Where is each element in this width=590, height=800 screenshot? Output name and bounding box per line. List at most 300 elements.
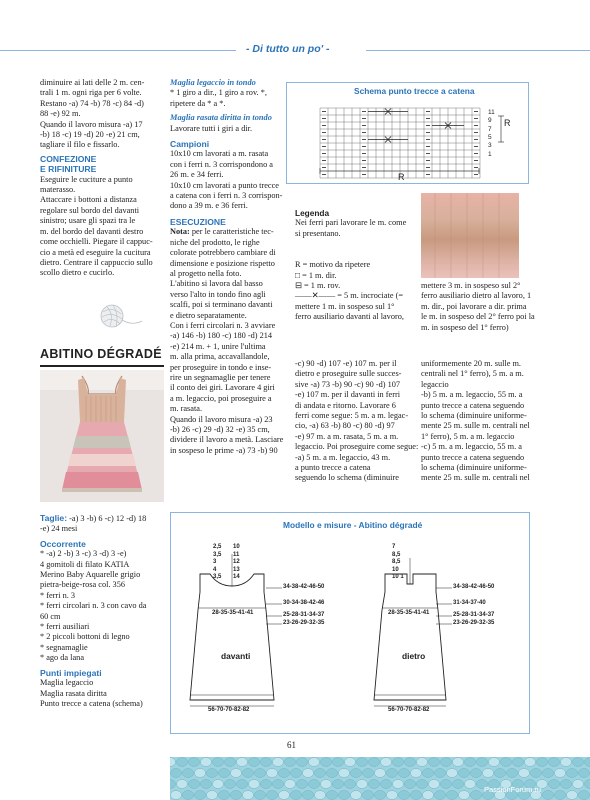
knit-stitch xyxy=(399,769,410,778)
knit-stitch xyxy=(513,758,524,767)
text-line: punto trecce a catena seguendo xyxy=(421,452,525,462)
schema-grid xyxy=(320,108,480,178)
text-line: a punto trecce a catena xyxy=(295,463,371,473)
knit-stitch xyxy=(525,758,536,767)
knit-stitch xyxy=(237,758,248,767)
front-top-dim-value: 3,5 xyxy=(213,551,222,558)
knit-stitch xyxy=(195,769,206,778)
knit-stitch xyxy=(375,791,386,800)
knit-stitch xyxy=(285,758,296,767)
text-line: sinistro; usare gli spazi tra le xyxy=(40,216,136,226)
schema-row-number: 3 xyxy=(488,142,492,150)
confezione-heading xyxy=(40,154,164,175)
text-line: 88 -e) 92 m. xyxy=(40,109,81,119)
legenda-item: ——✕—— = 5 m. incrociate (= xyxy=(295,291,404,301)
occorrente-item: pietra-beige-rosa col. 356 xyxy=(40,580,126,590)
knit-stitch xyxy=(471,769,482,778)
knit-stitch xyxy=(243,769,254,778)
text-line: m. del bordo del davanti destro xyxy=(40,226,144,236)
knit-stitch xyxy=(303,791,314,800)
knit-stitch xyxy=(441,758,452,767)
knit-stitch xyxy=(327,791,338,800)
knit-stitch xyxy=(339,769,350,778)
model-title: Modello e misure - Abitino dégradé xyxy=(283,520,423,530)
back-label: dietro xyxy=(402,651,426,661)
text-line: mente 25 m. sulle m. centrali nel xyxy=(421,421,530,431)
text-line: colorate potrebbero cambiare di xyxy=(170,248,276,258)
knit-stitch xyxy=(543,791,554,800)
text-line: legaccio. Poi proseguire come segue: xyxy=(295,442,419,452)
occorrente-item: * segnamaglie xyxy=(40,642,88,652)
column-1-bottom xyxy=(40,513,170,709)
text-line: L'abitino si lavora dal basso xyxy=(170,279,263,289)
knit-stitch xyxy=(435,791,446,800)
knit-stitch xyxy=(567,791,578,800)
text-line: -b) 18 -c) 19 -d) 20 -e) 21 cm, xyxy=(40,130,140,140)
knit-stitch xyxy=(381,758,392,767)
schema-row-number: 11 xyxy=(488,109,495,116)
text-line: -c) 5 m. a m. legaccio, 55 m. a xyxy=(421,442,522,452)
text-line: -b) 5 m. a m. legaccio, 55 m. a xyxy=(421,390,523,400)
schema-r-label-right: R xyxy=(504,118,511,128)
back-top-dims xyxy=(392,544,404,582)
side-dim-label: 23-26-29-32-35 xyxy=(453,620,495,626)
knit-stitch xyxy=(531,769,542,778)
text-line: come occhielli. Piegare il cappuc- xyxy=(40,237,153,247)
legaccio-text xyxy=(170,88,282,109)
knit-stitch xyxy=(261,780,272,789)
back-top-dim-row: 8,5 xyxy=(392,551,401,558)
knit-stitch xyxy=(423,769,434,778)
punti-item: Maglia legaccio xyxy=(40,678,94,688)
knit-stitch xyxy=(399,791,410,800)
text-line: sive -a) 73 -b) 90 -c) 90 -d) 107 xyxy=(295,379,401,389)
schema-row-number: 1 xyxy=(488,150,492,158)
legenda-item: □ = 1 m. dir. xyxy=(295,270,337,280)
occorrente-list xyxy=(40,549,170,663)
nota-label: Nota: xyxy=(170,227,190,237)
knit-stitch xyxy=(255,769,266,778)
rasata-heading: Maglia rasata diritta in tondo xyxy=(170,113,272,123)
knit-stitch xyxy=(567,769,578,778)
back-width-dim: 28-35-35-41-41 xyxy=(388,610,430,616)
knit-stitch xyxy=(321,758,332,767)
text-line: materasso. xyxy=(40,185,76,195)
knit-stitch xyxy=(573,758,584,767)
knit-stitch xyxy=(387,769,398,778)
knit-stitch xyxy=(219,769,230,778)
knit-stitch xyxy=(177,758,188,767)
front-top-dims xyxy=(213,544,240,582)
knit-stitch xyxy=(417,780,428,789)
punti-list xyxy=(40,678,170,709)
text-line: in sospeso le prime -a) 73 -b) 90 xyxy=(170,445,278,455)
front-top-dim-value: 3 xyxy=(213,559,217,566)
knit-stitch xyxy=(243,791,254,800)
knit-stitch xyxy=(561,758,572,767)
knit-stitch xyxy=(549,758,560,767)
text-line: m. alla prima, accavallandole, xyxy=(170,352,270,362)
column-4-top xyxy=(421,281,535,333)
knit-stitch xyxy=(177,780,188,789)
knit-stitch xyxy=(189,758,200,767)
occorrente-item: 4 gomitoli di filato KATIA xyxy=(40,559,130,569)
knit-stitch xyxy=(297,758,308,767)
knit-stitch xyxy=(231,791,242,800)
text-line: il conto dei giri. Lavorare 4 giri xyxy=(170,383,275,393)
occorrente-item: Merino Baby Aquarelle grigio xyxy=(40,570,141,580)
text-line: centrali nel 1° ferro), 5 m. a m. xyxy=(421,369,524,379)
knit-stitch xyxy=(477,758,488,767)
knit-stitch xyxy=(309,758,320,767)
text-line: 1° ferro), 5 m. a m. legaccio xyxy=(421,431,515,441)
knit-stitch xyxy=(171,769,182,778)
text-line: -a) 146 -b) 180 -c) 180 -d) 214 xyxy=(170,331,273,341)
legenda-items xyxy=(295,260,415,322)
knit-stitch xyxy=(369,780,380,789)
knit-stitch xyxy=(453,780,464,789)
text-line: Con i ferri circolari n. 3 avviare xyxy=(170,320,276,330)
text-block xyxy=(295,359,419,484)
knit-stitch xyxy=(321,780,332,789)
knit-stitch xyxy=(201,780,212,789)
side-dim-label: 23-26-29-32-35 xyxy=(283,620,325,626)
text-line: dividere il lavoro a metà. Lasciare xyxy=(170,435,284,445)
knit-stitch xyxy=(333,758,344,767)
knit-stitch xyxy=(405,780,416,789)
swatch-photo xyxy=(421,193,519,278)
text-line: lo schema (diminuire uniforme- xyxy=(421,411,527,421)
occorrente-item: * 2 piccoli bottoni di legno xyxy=(40,632,130,642)
column-4-middle xyxy=(421,359,530,484)
rasata-text xyxy=(170,124,282,134)
knit-stitch xyxy=(249,780,260,789)
knit-stitch xyxy=(213,758,224,767)
knit-stitch xyxy=(501,758,512,767)
knit-stitch xyxy=(417,758,428,767)
knit-stitch xyxy=(459,769,470,778)
punti-heading: Punti impiegati xyxy=(40,667,102,678)
knit-stitch xyxy=(363,769,374,778)
knit-stitch xyxy=(345,758,356,767)
header-rule-right xyxy=(366,50,590,51)
text-line: m. rasata. xyxy=(170,404,203,414)
knit-stitch xyxy=(309,780,320,789)
knit-stitch xyxy=(279,791,290,800)
text-line: m. in sospeso del 1° ferro) xyxy=(421,322,509,332)
schema-row-number: 7 xyxy=(488,125,492,133)
knit-stitch xyxy=(285,780,296,789)
occorrente-item: * ferri n. 3 xyxy=(40,590,76,600)
column-3-middle xyxy=(295,359,419,484)
front-top-dim-row xyxy=(213,574,240,582)
text-line: a catena con i ferri n. 3 corrispon- xyxy=(170,191,283,201)
text-line: per proseguire in tondo e inse- xyxy=(170,362,272,372)
knit-stitch xyxy=(471,791,482,800)
text-line: cio a metà ed eseguire la cucitura xyxy=(40,247,151,257)
knit-stitch xyxy=(267,791,278,800)
occorrente-item: * ferri circolari n. 3 con cavo da xyxy=(40,601,147,611)
text-line: dono a 39 m. e 36 ferri. xyxy=(170,201,248,211)
front-piece-outline xyxy=(190,574,274,700)
side-dim-label: 25-28-31-34-37 xyxy=(283,612,325,618)
text-line: -e) 107 m. per il davanti in ferri xyxy=(295,390,401,400)
text-line: al progetto nella foto. xyxy=(170,268,242,278)
text-line: si presentano. xyxy=(295,228,341,238)
knit-stitch xyxy=(315,791,326,800)
section-title-underline xyxy=(40,365,164,367)
confezione-title-1: CONFEZIONE xyxy=(40,153,97,164)
text-line: regolare sul bordo del davanti xyxy=(40,205,140,215)
text-line: seguendo lo schema (diminuire xyxy=(295,473,399,483)
knit-stitch xyxy=(261,758,272,767)
text-line: con i ferri n. 3 corrispondono a xyxy=(170,159,273,169)
text-line: di andata e ritorno. Lavorare 6 xyxy=(295,400,396,410)
text-line: ferri come segue: 5 m. a m. legac- xyxy=(295,411,409,421)
text-line: scalfi, poi si terminano davanti xyxy=(170,300,273,310)
column-1-top xyxy=(40,78,164,279)
text-line: 10x10 cm lavorati a punto trecce xyxy=(170,180,279,190)
side-dim-label: 34-38-42-46-50 xyxy=(283,584,325,590)
text-line: niche del prodotto, le righe xyxy=(170,237,260,247)
knit-stitch xyxy=(363,791,374,800)
punti-item: Punto trecce a catena (schema) xyxy=(40,698,143,708)
front-top-dim-row xyxy=(213,544,240,552)
occorrente-item: 60 cm xyxy=(40,611,61,621)
knit-stitch xyxy=(357,758,368,767)
knit-stitch xyxy=(579,791,590,800)
knit-stitch xyxy=(429,780,440,789)
text-line: m. dir., poi lavorare a dir. prima xyxy=(421,301,527,311)
page-number: 61 xyxy=(287,740,296,750)
yarn-ball-illustration xyxy=(98,296,144,330)
side-dim-label: 34-38-42-46-50 xyxy=(453,584,495,590)
front-top-dim-value: 2,5 xyxy=(213,544,222,550)
front-top-dim-size: 10 xyxy=(233,544,240,550)
knit-stitch xyxy=(207,791,218,800)
column-2 xyxy=(170,78,282,456)
text-line: mettere 3 m. in sospeso sul 2° xyxy=(421,281,521,290)
legenda-item: ferro ausiliario davanti al lavoro, xyxy=(295,312,404,322)
nota-text: per le caratteristiche tec- xyxy=(189,227,274,237)
knit-stitch xyxy=(327,769,338,778)
legenda-item: R = motivo da ripetere xyxy=(295,260,371,270)
knit-stitch xyxy=(357,780,368,789)
text-line: -b) 26 -c) 29 -d) 32 -e) 35 cm, xyxy=(170,425,270,434)
knit-stitch xyxy=(393,780,404,789)
knit-stitch xyxy=(351,769,362,778)
text-line: ferro ausiliario dietro al lavoro, 1 xyxy=(421,291,532,301)
text-line: -e) 97 m. a m. rasata, 5 m. a m. xyxy=(295,431,399,441)
knit-stitch xyxy=(405,758,416,767)
text-line: Attaccare i bottoni a distanza xyxy=(40,195,137,205)
front-top-dim-size: 14 xyxy=(233,574,240,581)
knit-stitch xyxy=(429,758,440,767)
knit-stitch xyxy=(297,780,308,789)
knit-stitch xyxy=(555,791,566,800)
campioni-text xyxy=(170,149,282,211)
text-line: cio, -a) 63 -b) 80 -c) 80 -d) 97 xyxy=(295,421,395,431)
front-width-dim: 28-35-35-41-41 xyxy=(212,610,254,616)
knit-stitch xyxy=(549,780,560,789)
side-dim-label: 25-28-31-34-37 xyxy=(453,612,495,618)
text-line: dietro e proseguire sulle succes- xyxy=(295,369,402,379)
knit-stitch xyxy=(183,791,194,800)
header-title: - Di tutto un po' - xyxy=(246,43,330,55)
legenda-item: ⊟ = 1 m. rov. xyxy=(295,281,341,291)
knit-stitch xyxy=(579,769,590,778)
text-line: -e) 214 m. + 1, unire l'ultima xyxy=(170,341,266,351)
schema-title: Schema punto trecce a catena xyxy=(354,86,475,96)
text-line: uniformemente 20 m. sulle m. xyxy=(421,359,522,368)
text-line: diminuire ai lati delle 2 m. cen- xyxy=(40,78,145,87)
confezione-title-2: E RIFINITURE xyxy=(40,164,97,175)
back-top-dim-row: 10 1 xyxy=(392,574,404,581)
text-line: 26 m. e 34 ferri. xyxy=(170,170,224,180)
section-title: ABITINO DÉGRADÉ xyxy=(40,347,162,361)
page-header xyxy=(0,28,590,68)
knit-stitch xyxy=(231,769,242,778)
knit-stitch xyxy=(267,769,278,778)
text-line: -a) 5 m. a m. legaccio, 43 m. xyxy=(295,452,391,462)
knit-stitch xyxy=(207,769,218,778)
schema-row-number: 5 xyxy=(488,133,492,141)
text-line: dietro. Centrare il cappuccio sullo xyxy=(40,257,153,267)
front-label: davanti xyxy=(221,651,251,661)
knit-stitch xyxy=(237,780,248,789)
front-top-dim-row xyxy=(213,552,240,560)
text-line: legaccio xyxy=(421,379,449,389)
front-top-dim-size: 11 xyxy=(233,551,240,558)
knit-stitch xyxy=(201,758,212,767)
knit-stitch xyxy=(183,769,194,778)
text-line: Restano -a) 74 -b) 78 -c) 84 -d) xyxy=(40,98,144,108)
knit-stitch xyxy=(345,780,356,789)
text-line: Lavorare tutti i giri a dir. xyxy=(170,123,253,133)
text-line: Quando il lavoro misura -a) 17 xyxy=(40,119,143,129)
front-top-dim-size: 12 xyxy=(233,559,240,566)
side-dim-label: 31-34-37-40 xyxy=(453,600,486,606)
knit-stitch xyxy=(339,791,350,800)
back-top-dim-row: 10 xyxy=(392,566,399,573)
knit-stitch xyxy=(483,769,494,778)
text-line: mente 25 m. sulle m. centrali nel xyxy=(421,473,530,483)
knit-stitch xyxy=(273,758,284,767)
text-line: trali 1 m. ogni riga per 6 volte. xyxy=(40,88,142,98)
text-line: verso l'alto in tondo fino agli xyxy=(170,289,266,299)
knit-stitch xyxy=(189,780,200,789)
text-line: -c) 90 -d) 107 -e) 107 m. per il xyxy=(295,359,397,368)
front-top-dim-row xyxy=(213,567,240,575)
taglie-text: -a) 3 -b) 6 -c) 12 -d) 18 xyxy=(67,514,147,523)
knit-stitch xyxy=(423,791,434,800)
knit-stitch xyxy=(519,769,530,778)
text-line: Eseguire le cuciture a punto xyxy=(40,174,133,184)
knit-stitch xyxy=(441,780,452,789)
occorrente-item: * -a) 2 -b) 3 -c) 3 -d) 3 -e) xyxy=(40,549,127,559)
knit-stitch xyxy=(255,791,266,800)
front-top-dim-row xyxy=(213,559,240,567)
text-line: punto trecce a catena seguendo xyxy=(421,400,525,410)
punti-item: Maglia rasata diritta xyxy=(40,688,107,698)
knit-stitch xyxy=(459,791,470,800)
knit-stitch xyxy=(225,758,236,767)
knit-stitch xyxy=(195,791,206,800)
schema-r-label-bottom: R xyxy=(398,172,405,182)
knit-stitch xyxy=(447,769,458,778)
knit-stitch xyxy=(387,791,398,800)
taglie xyxy=(40,513,170,524)
knit-stitch xyxy=(291,769,302,778)
occorrente-item: * ago da lana xyxy=(40,653,85,663)
header-rule-left xyxy=(0,50,236,51)
knit-stitch xyxy=(447,791,458,800)
text-line: tagliare il filo e fissarlo. xyxy=(40,140,120,150)
text-line: dimensione e posizione rispetto xyxy=(170,258,275,268)
text-line xyxy=(170,227,282,237)
front-hem-dim: 56-70-70-82-82 xyxy=(208,707,250,713)
knit-stitch xyxy=(171,791,182,800)
knit-stitch xyxy=(435,769,446,778)
text-line: scollo dietro e cucirlo. xyxy=(40,268,115,278)
knit-stitch xyxy=(393,758,404,767)
text-line: Quando il lavoro misura -a) 23 xyxy=(170,414,273,424)
front-top-dim-value: 3,5 xyxy=(213,574,222,581)
taglie-text-2: -e) 24 mesi xyxy=(40,524,78,534)
knit-stitch xyxy=(543,769,554,778)
knit-stitch xyxy=(315,769,326,778)
schema-chart-box xyxy=(286,82,529,184)
back-piece-outline xyxy=(374,574,446,700)
knit-stitch xyxy=(561,780,572,789)
front-top-dim-value: 4 xyxy=(213,566,217,573)
text-line: 10x10 cm lavorati a m. rasata xyxy=(170,149,269,159)
legenda-title: Legenda xyxy=(295,208,330,218)
knit-stitch xyxy=(465,780,476,789)
esecuzione-text xyxy=(170,227,282,456)
knit-stitch xyxy=(225,780,236,789)
text-block xyxy=(40,78,164,151)
legenda xyxy=(295,208,415,323)
back-top-dim-row: 7 xyxy=(392,544,396,550)
side-dim-label: 30-34-38-42-46 xyxy=(283,600,325,606)
text-line: Nei ferri pari lavorare le m. come xyxy=(295,218,407,228)
knit-stitch xyxy=(381,780,392,789)
knit-stitch xyxy=(537,758,548,767)
text-line: ripetere da * a *. xyxy=(170,98,226,108)
occorrente-item: * ferri ausiliari xyxy=(40,622,90,632)
knit-stitch xyxy=(213,780,224,789)
knit-stitch xyxy=(489,758,500,767)
text-line: le m. in sospeso del 2° ferro poi la xyxy=(421,312,535,322)
confezione-text xyxy=(40,175,164,279)
knit-stitch xyxy=(333,780,344,789)
legaccio-heading: Maglia legaccio in tondo xyxy=(170,78,256,87)
text-line: a m. legaccio, poi proseguire a xyxy=(170,393,272,403)
knit-stitch xyxy=(495,769,506,778)
knit-stitch xyxy=(249,758,260,767)
text-block xyxy=(421,281,535,333)
knit-stitch xyxy=(369,758,380,767)
knit-stitch xyxy=(555,769,566,778)
campioni-heading: Campioni xyxy=(170,139,210,150)
back-hem-dim: 56-70-70-82-82 xyxy=(388,707,430,713)
text-line: * 1 giro a dir., 1 giro a rov. *, xyxy=(170,88,267,98)
taglie-label: Taglie: xyxy=(40,513,68,523)
knit-stitch xyxy=(507,769,518,778)
knit-stitch xyxy=(411,791,422,800)
knit-stitch xyxy=(375,769,386,778)
